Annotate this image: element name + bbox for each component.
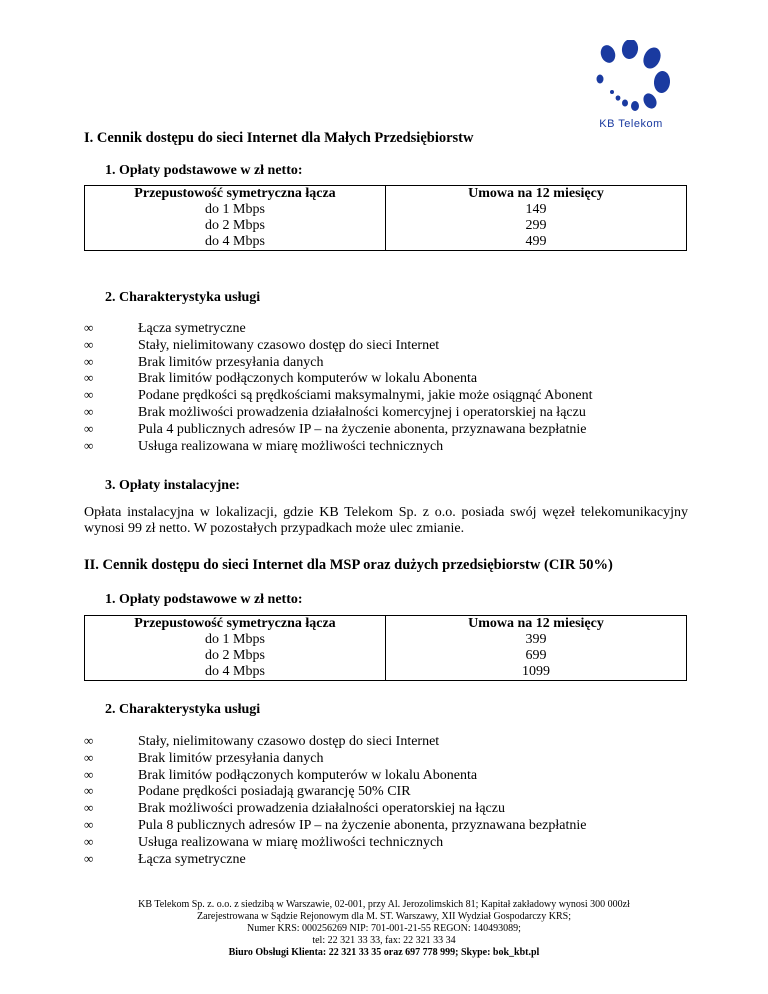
list-item [84,817,586,834]
footer-customer-service-line: Biuro Obsługi Klienta: 22 321 33 35 oraz 697 778 999; Skype: bok_kbt.pl [228,947,540,958]
feature-text: Brak limitów podłączonych komputerów w lokalu Abonenta [138,767,478,783]
infinity-bullet-icon: ∞ [84,833,94,849]
infinity-bullet-icon: ∞ [84,403,94,419]
speed-value: do 2 Mbps [205,648,265,663]
list-item [84,767,586,784]
list-item [84,404,593,421]
infinity-bullet-icon: ∞ [84,370,94,386]
column-header-speed: Przepustowość symetryczna łącza [134,186,336,201]
list-item [84,421,593,438]
price-value: 1099 [522,664,550,679]
table-cell [85,616,386,681]
section2-features-heading: 2. Charakterystyka usługi [105,702,261,717]
price-value: 299 [525,218,547,233]
feature-text: Pula 8 publicznych adresów IP – na życzenie abonenta, przyznawana bezpłatnie [138,817,587,833]
section1-fees-heading: 1. Opłaty podstawowe w zł netto: [105,163,303,178]
infinity-bullet-icon: ∞ [84,420,94,436]
feature-text: Podane prędkości posiadają gwarancję 50% CIR [138,784,411,800]
company-logo [576,40,686,130]
table-cell [85,186,386,251]
list-item [84,851,586,868]
table-cell [386,616,687,681]
list-item [84,387,593,404]
section2-price-table [84,615,687,681]
column-header-contract: Umowa na 12 miesięcy [468,616,604,631]
infinity-bullet-icon: ∞ [84,816,94,832]
infinity-bullet-icon: ∞ [84,437,94,453]
feature-text: Stały, nielimitowany czasowo dostęp do sieci Internet [138,734,440,749]
page-footer [60,899,708,959]
feature-text: Brak możliwości prowadzenia działalności operatorskiej na łączu [138,801,505,817]
table-cell [386,186,687,251]
speed-value: do 2 Mbps [205,218,265,233]
infinity-bullet-icon: ∞ [84,336,94,352]
infinity-bullet-icon: ∞ [84,783,94,799]
infinity-bullet-icon: ∞ [84,387,94,403]
price-value: 149 [525,202,547,217]
list-item [84,438,593,455]
list-item [84,370,593,387]
list-item [84,320,593,337]
section1-install-heading: 3. Opłaty instalacyjne: [105,478,240,493]
section1-install-text: Opłata instalacyjna w lokalizacji, gdzie KB Telekom Sp. z o.o. posiada swój węzeł telekomunikacyjny wynosi 99 zł netto. W pozostałych przypadkach może ulec zmianie. [84,505,688,536]
feature-text: Podane prędkości są prędkościami maksymalnymi, jakie może osiągnąć Abonent [138,388,593,404]
infinity-bullet-icon: ∞ [84,766,94,782]
infinity-bullet-icon: ∞ [84,733,94,748]
feature-text: Pula 4 publicznych adresów IP – na życzenie abonenta, przyznawana bezpłatnie [138,421,587,437]
speed-value: do 4 Mbps [205,234,265,249]
feature-text: Usługa realizowana w miarę możliwości technicznych [138,834,444,850]
table-row [85,186,687,251]
footer-registration-line: Zarejestrowana w Sądzie Rejonowym dla M. ST. Warszawy, XII Wydział Gospodarczy KRS; [197,911,571,922]
list-item [84,337,593,354]
feature-text: Brak limitów podłączonych komputerów w lokalu Abonenta [138,371,478,387]
list-item [84,750,586,767]
list-item [84,834,586,851]
section2-title: II. Cennik dostępu do sieci Internet dla MSP oraz dużych przedsiębiorstw (CIR 50%) [84,557,613,573]
feature-text: Brak możliwości prowadzenia działalności komercyjnej i operatorskiej na łączu [138,404,586,420]
infinity-bullet-icon: ∞ [84,749,94,765]
speed-value: do 4 Mbps [205,664,265,679]
feature-text: Brak limitów przesyłania danych [138,750,324,766]
logo-dots-icon [576,40,686,116]
section1-title: I. Cennik dostępu do sieci Internet dla Małych Przedsiębiorstw [84,130,474,146]
infinity-bullet-icon: ∞ [84,850,94,866]
column-header-speed: Przepustowość symetryczna łącza [134,616,336,631]
list-item [84,354,593,371]
section1-features-heading: 2. Charakterystyka usługi [105,290,261,305]
footer-krs-line: Numer KRS: 000256269 NIP: 701-001-21-55 REGON: 140493089; [247,923,521,934]
infinity-bullet-icon: ∞ [84,320,94,335]
logo-text: KB Telekom [599,118,663,130]
column-header-contract: Umowa na 12 miesięcy [468,186,604,201]
section1-price-table [84,185,687,251]
section2-features-list [84,733,586,867]
speed-value: do 1 Mbps [205,632,265,647]
section1-features-list [84,320,593,454]
list-item [84,783,586,800]
footer-phone-line: tel: 22 321 33 33, fax: 22 321 33 34 [312,935,456,946]
feature-text: Usługa realizowana w miarę możliwości technicznych [138,438,444,454]
price-value: 699 [525,648,547,663]
price-value: 499 [525,234,547,249]
feature-text: Łącza symetryczne [138,321,246,336]
list-item [84,733,586,750]
feature-text: Łącza symetryczne [138,851,246,867]
infinity-bullet-icon: ∞ [84,353,94,369]
list-item [84,800,586,817]
section2-fees-heading: 1. Opłaty podstawowe w zł netto: [105,592,303,607]
price-value: 399 [525,632,547,647]
footer-company-line: KB Telekom Sp. z. o.o. z siedzibą w Warszawie, 02-001, przy Al. Jerozolimskich 81; Kapitał zakładowy wynosi 300 000zł [138,899,630,910]
table-row [85,616,687,681]
feature-text: Brak limitów przesyłania danych [138,354,324,370]
speed-value: do 1 Mbps [205,202,265,217]
feature-text: Stały, nielimitowany czasowo dostęp do sieci Internet [138,337,440,353]
infinity-bullet-icon: ∞ [84,800,94,816]
